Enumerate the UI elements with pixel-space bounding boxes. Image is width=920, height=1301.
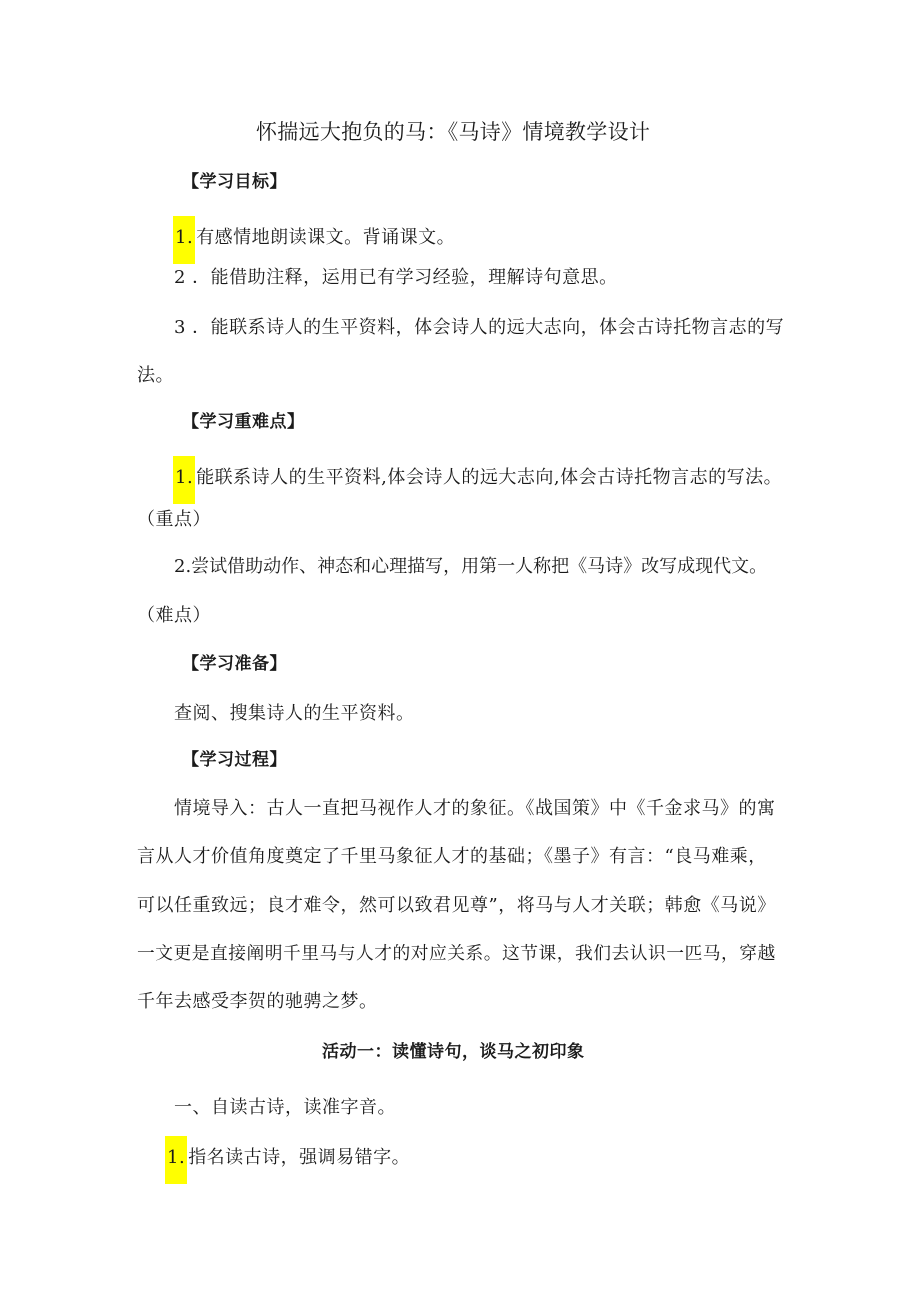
key-point-item-2-note: （难点） — [137, 605, 211, 626]
process-paragraph-line: 可以任重致远；良才难令，然可以致君见尊”，将马与人才关联；韩愈《马说》 — [137, 895, 776, 916]
activity-one-heading: 活动一：读懂诗句，谈马之初印象 — [322, 1042, 585, 1062]
preparation-heading: 【学习准备】 — [182, 654, 287, 674]
process-paragraph-line: 一文更是直接阐明千里马与人才的对应关系。这节课，我们去认识一匹马，穿越 — [137, 944, 776, 964]
key-points-heading: 【学习重难点】 — [182, 412, 305, 432]
process-paragraph-line: 千年去感受李贺的驰骋之梦。 — [137, 991, 378, 1012]
objective-item-1-text: 有感情地朗读课文。背诵课文。 — [196, 227, 456, 248]
highlighted-number: 1. — [165, 1136, 187, 1184]
highlighted-number: 1. — [173, 216, 195, 264]
activity-one-step-1: 一、自读古诗，读准字音。 — [174, 1097, 396, 1118]
key-point-item-1 — [173, 456, 782, 504]
activity-one-item-1 — [165, 1136, 410, 1184]
process-paragraph-line: 言从人才价值角度奠定了千里马象征人才的基础；《墨子》有言：“良马难乘， — [137, 846, 767, 867]
process-paragraph-line: 情境导入：古人一直把马视作人才的象征。《战国策》中《千金求马》的寓 — [174, 798, 776, 819]
objectives-heading: 【学习目标】 — [182, 172, 287, 192]
activity-one-item-1-text: 指名读古诗，强调易错字。 — [188, 1147, 411, 1168]
objective-item-3-line2: 法。 — [137, 365, 174, 386]
key-point-item-1-text: 能联系诗人的生平资料,体会诗人的远大志向,体会古诗托物言志的写法。 — [196, 467, 783, 488]
objective-item-2: 2 ．能借助注释，运用已有学习经验，理解诗句意思。 — [174, 267, 618, 288]
key-point-item-1-note: （重点） — [137, 509, 211, 530]
objective-item-3-line1: 3 ．能联系诗人的生平资料，体会诗人的远大志向，体会古诗托物言志的写 — [174, 317, 785, 338]
objective-item-1 — [173, 216, 455, 264]
document-title: 怀揣远大抱负的马：《马诗》情境教学设计 — [256, 120, 651, 144]
key-point-item-2: 2.尝试借助动作、神态和心理描写，用第一人称把《马诗》改写成现代文。 — [174, 556, 768, 577]
highlighted-number: 1. — [173, 456, 195, 504]
preparation-text: 查阅、搜集诗人的生平资料。 — [174, 703, 415, 724]
process-heading: 【学习过程】 — [182, 750, 287, 770]
